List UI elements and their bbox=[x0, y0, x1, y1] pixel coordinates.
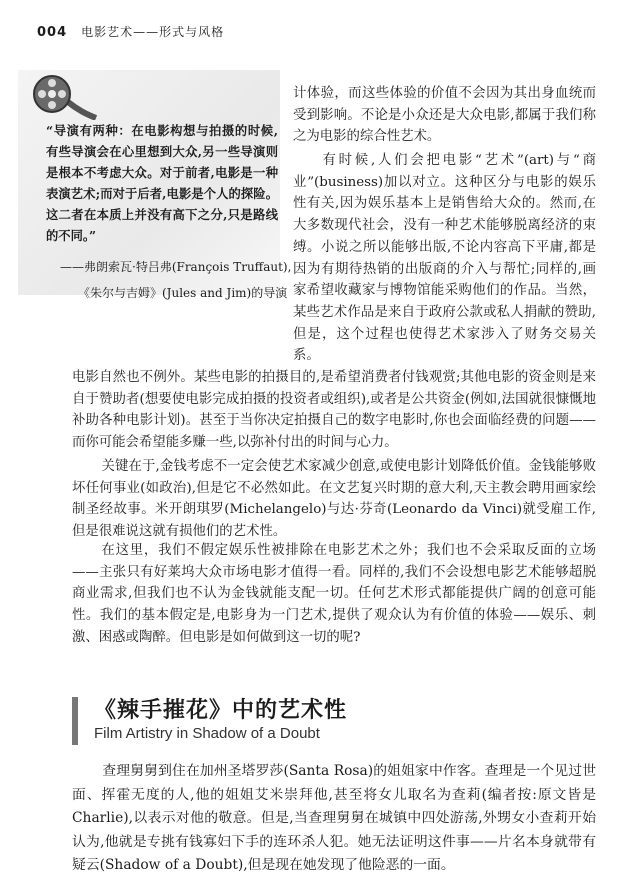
running-title: 电影艺术——形式与风格 bbox=[81, 25, 225, 39]
body-paragraph-4: 在这里，我们不假定娱乐性被排除在电影艺术之外；我们也不会采取反面的立场——主张只有好莱坞大众市场电影才值得一看。同样的,我们不会设想电影艺术能够超脱商业需求,但我们也不认为金钱就能支配一切。任何艺术形式都能提供广阔的创意可能性。我们的基本假定是,电影身为一门艺术,提供了观众认为有价值的体验——娱乐、刺激、困惑或陶醉。但电影是如何做到这一切的呢? bbox=[72, 543, 596, 645]
section-subtitle: Film Artistry in Shadow of a Doubt bbox=[94, 725, 320, 742]
section-paragraph-1: 查理舅舅到住在加州圣塔罗莎(Santa Rosa)的姐姐家中作客。查理是一个见过世面、挥霍无度的人,他的姐姐艾米崇拜他,甚至将女儿取名为查莉(编者按:原文皆是Charlie),以表示对他的敬意。但是,当查理舅舅在城镇中四处游荡,外甥女小查莉开始认为,他就是专挑有钱寡妇下手的连环杀人犯。她无法证明这件事——片名本身就带有疑云(Shadow of a Doubt),但是现在她发现了他险恶的一面。 bbox=[72, 763, 596, 873]
quote-attribution: ——弗朗索瓦·特吕弗(François Truffaut), bbox=[60, 260, 292, 274]
running-header bbox=[37, 23, 224, 40]
body-paragraph-1: 计体验，而这些体验的价值不会因为其出身血统而受到影响。不论是小众还是大众电影,都属于我们称之为电影的综合性艺术。 bbox=[293, 86, 596, 145]
quote-film-credit: 《朱尔与吉姆》(Jules and Jim)的导演 bbox=[78, 286, 288, 300]
body-paragraph-3: 关键在于,金钱考虑不一定会使艺术家减少创意,或使电影计划降低价值。金钱能够败坏任何事业(如政治),但是它不必然如此。在文艺复兴时期的意大利,天主教会聘用画家绘制圣经故事。米开朗琪罗(Michelangelo)与达·芬奇(Leonardo da Vinci)就受雇工作,但是很难说这就有损他们的艺术性。 bbox=[72, 459, 596, 540]
body-paragraph-2-continued: 电影自然也不例外。某些电影的拍摄目的,是希望消费者付钱观赏;其他电影的资金则是来自于赞助者(想要使电影完成拍摄的投资者或组织),或者是公共资金(例如,法国就很慷慨地补助各种电影计划)。甚至于当你决定拍摄自己的数字电影时,你也会面临经费的问题——而你可能会希望能多赚一些,以弥补付出的时间与心力。 bbox=[72, 370, 596, 451]
section-marker-bar bbox=[72, 697, 78, 745]
section-title: 《辣手摧花》中的艺术性 bbox=[94, 697, 348, 723]
page-number: 004 bbox=[37, 25, 68, 40]
sidebar-quote: “导演有两种：在电影构想与拍摄的时候,有些导演会在心里想到大众,另一些导演则是根本不考虑大众。对于前者,电影是一种表演艺术;而对于后者,电影是个人的探险。这二者在本质上并没有高下之分,只是路线的不同。” bbox=[46, 123, 278, 243]
body-paragraph-2: 有时候,人们会把电影“艺术”(art)与“商业”(business)加以对立。这种区分与电影的娱乐性有关,因为娱乐基本上是销售给大众的。然而,在大多数现代社会，没有一种艺术能够脱离经济的束缚。小说之所以能够出版,不论内容高下平庸,都是因为有期待热销的出版商的介入与帮忙;同样的,画家希望收藏家与博物馆能采购他们的作品。当然，某些艺术作品是来自于政府公款或私人捐献的赞助,但是，这个过程也使得艺术家涉入了财务交易关系。 bbox=[293, 153, 596, 364]
film-reel-icon bbox=[28, 72, 98, 120]
